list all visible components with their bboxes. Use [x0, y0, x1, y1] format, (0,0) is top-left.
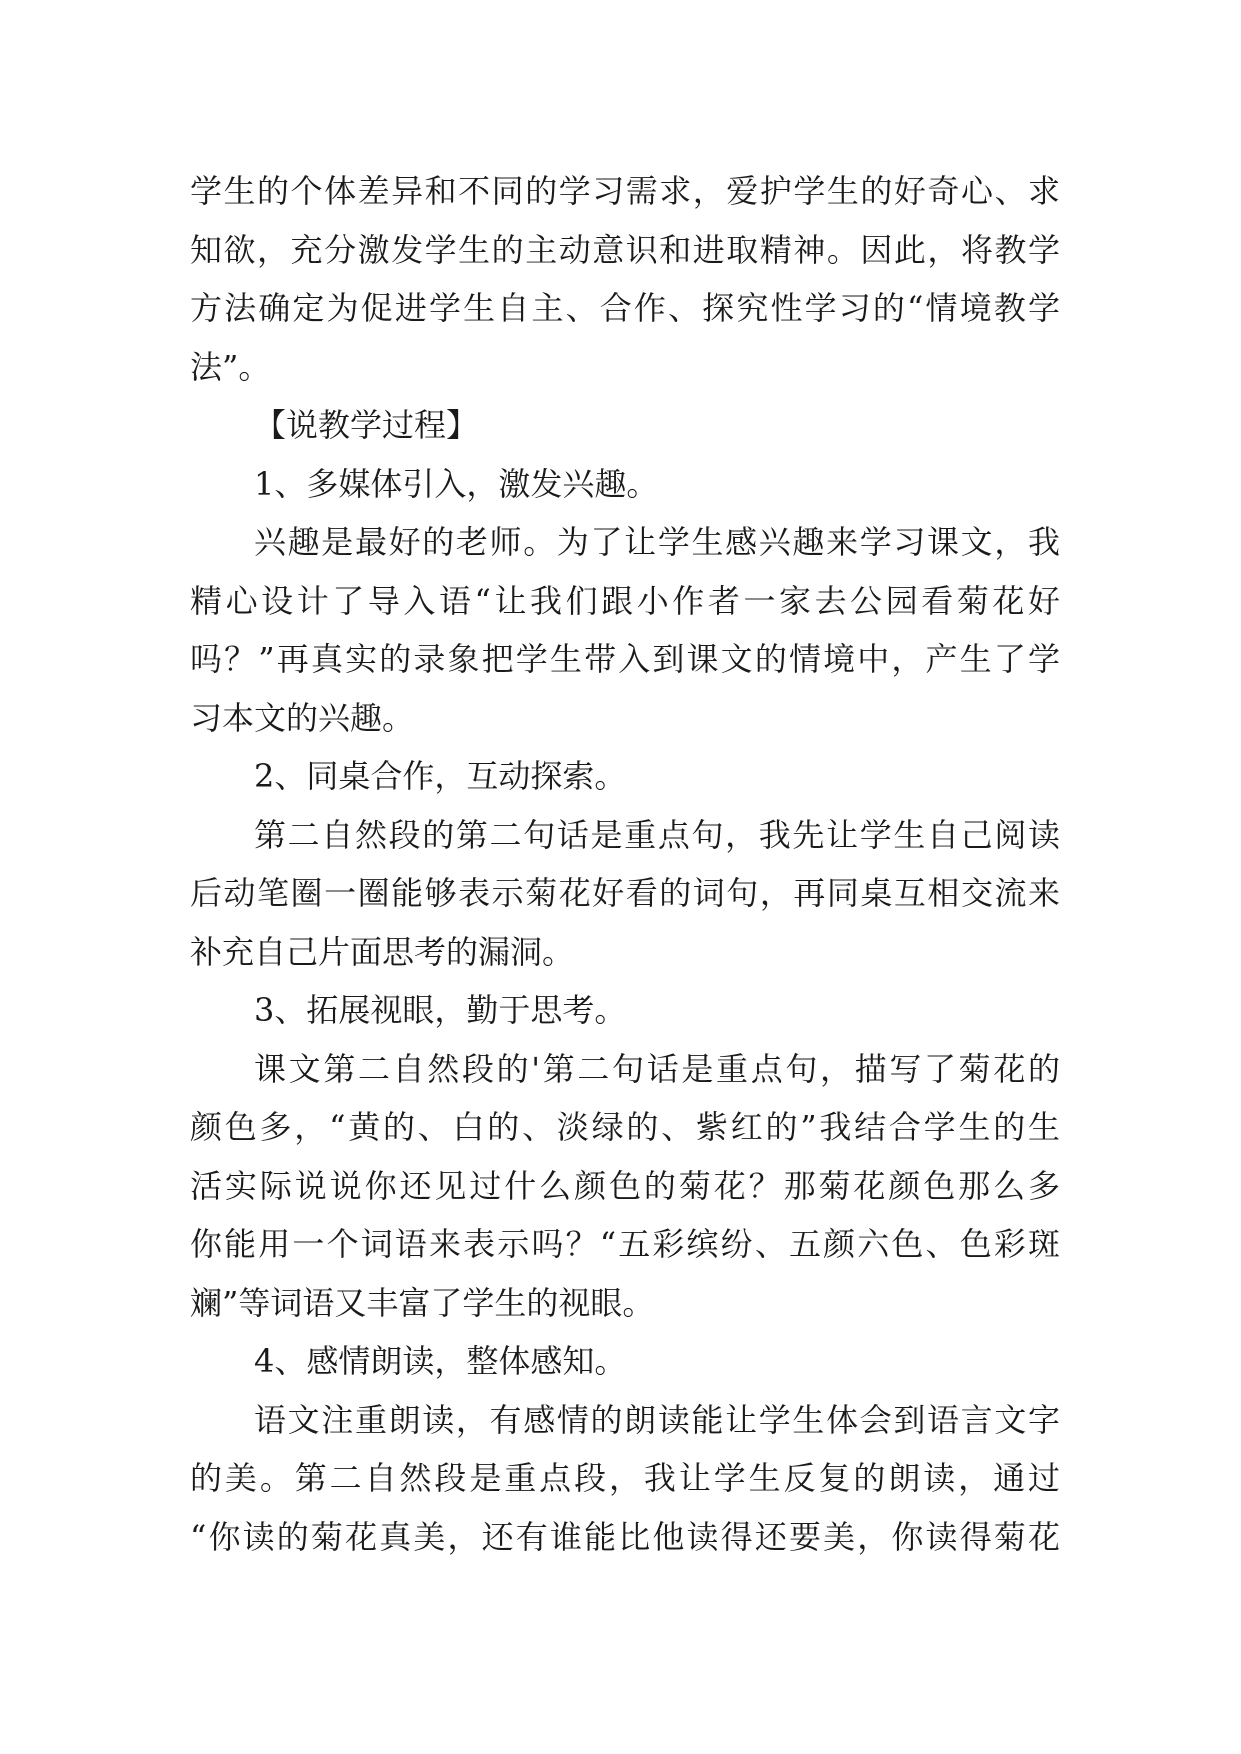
text-line: 你能用一个词语来表示吗？“五彩缤纷、五颜六色、色彩斑: [190, 1225, 1060, 1263]
text-line: 吗？”再真实的录象把学生带入到课文的情境中，产生了学: [190, 640, 1060, 678]
text-line: 2、同桌合作，互动探索。: [254, 757, 627, 795]
text-line: 知欲，充分激发学生的主动意识和进取精神。因此，将教学: [190, 230, 1060, 269]
text-line: 4、感情朗读，整体感知。: [254, 1342, 627, 1380]
text-line: 【说教学过程】: [254, 406, 479, 444]
text-line: 颜色多，“黄的、白的、淡绿的、紫红的”我结合学生的生: [190, 1108, 1060, 1146]
text-line: 的美。第二自然段是重点段，我让学生反复的朗读，通过: [190, 1459, 1060, 1497]
text-line: 方法确定为促进学生自主、合作、探究性学习的“情境教学: [190, 289, 1060, 327]
text-line: 法”。: [190, 347, 271, 386]
text-line: 习本文的兴趣。: [190, 698, 415, 737]
document-body: [190, 162, 1060, 1566]
text-line: 1、多媒体引入，激发兴趣。: [254, 464, 659, 503]
text-line: 精心设计了导入语“让我们跟小作者一家去公园看菊花好: [190, 581, 1060, 620]
text-line: 后动笔圈一圈能够表示菊花好看的词句，再同桌互相交流来: [190, 874, 1060, 912]
text-line: 活实际说说你还见过什么颜色的菊花？那菊花颜色那么多: [190, 1166, 1060, 1205]
text-line: 补充自己片面思考的漏洞。: [190, 932, 575, 971]
text-line: 语文注重朗读，有感情的朗读能让学生体会到语言文字: [254, 1400, 1060, 1439]
text-line: 斓”等词语又丰富了学生的视眼。: [190, 1283, 655, 1322]
text-line: 兴趣是最好的老师。为了让学生感兴趣来学习课文，我: [254, 523, 1060, 561]
text-line: “你读的菊花真美，还有谁能比他读得还要美，你读得菊花: [190, 1517, 1060, 1556]
text-line: 课文第二自然段的'第二句话是重点句，描写了菊花的: [254, 1049, 1060, 1088]
text-line: 3、拓展视眼，勤于思考。: [254, 991, 627, 1029]
text-line: 第二自然段的第二句话是重点句，我先让学生自己阅读: [254, 815, 1060, 854]
text-line: 学生的个体差异和不同的学习需求，爱护学生的好奇心、求: [190, 172, 1060, 210]
